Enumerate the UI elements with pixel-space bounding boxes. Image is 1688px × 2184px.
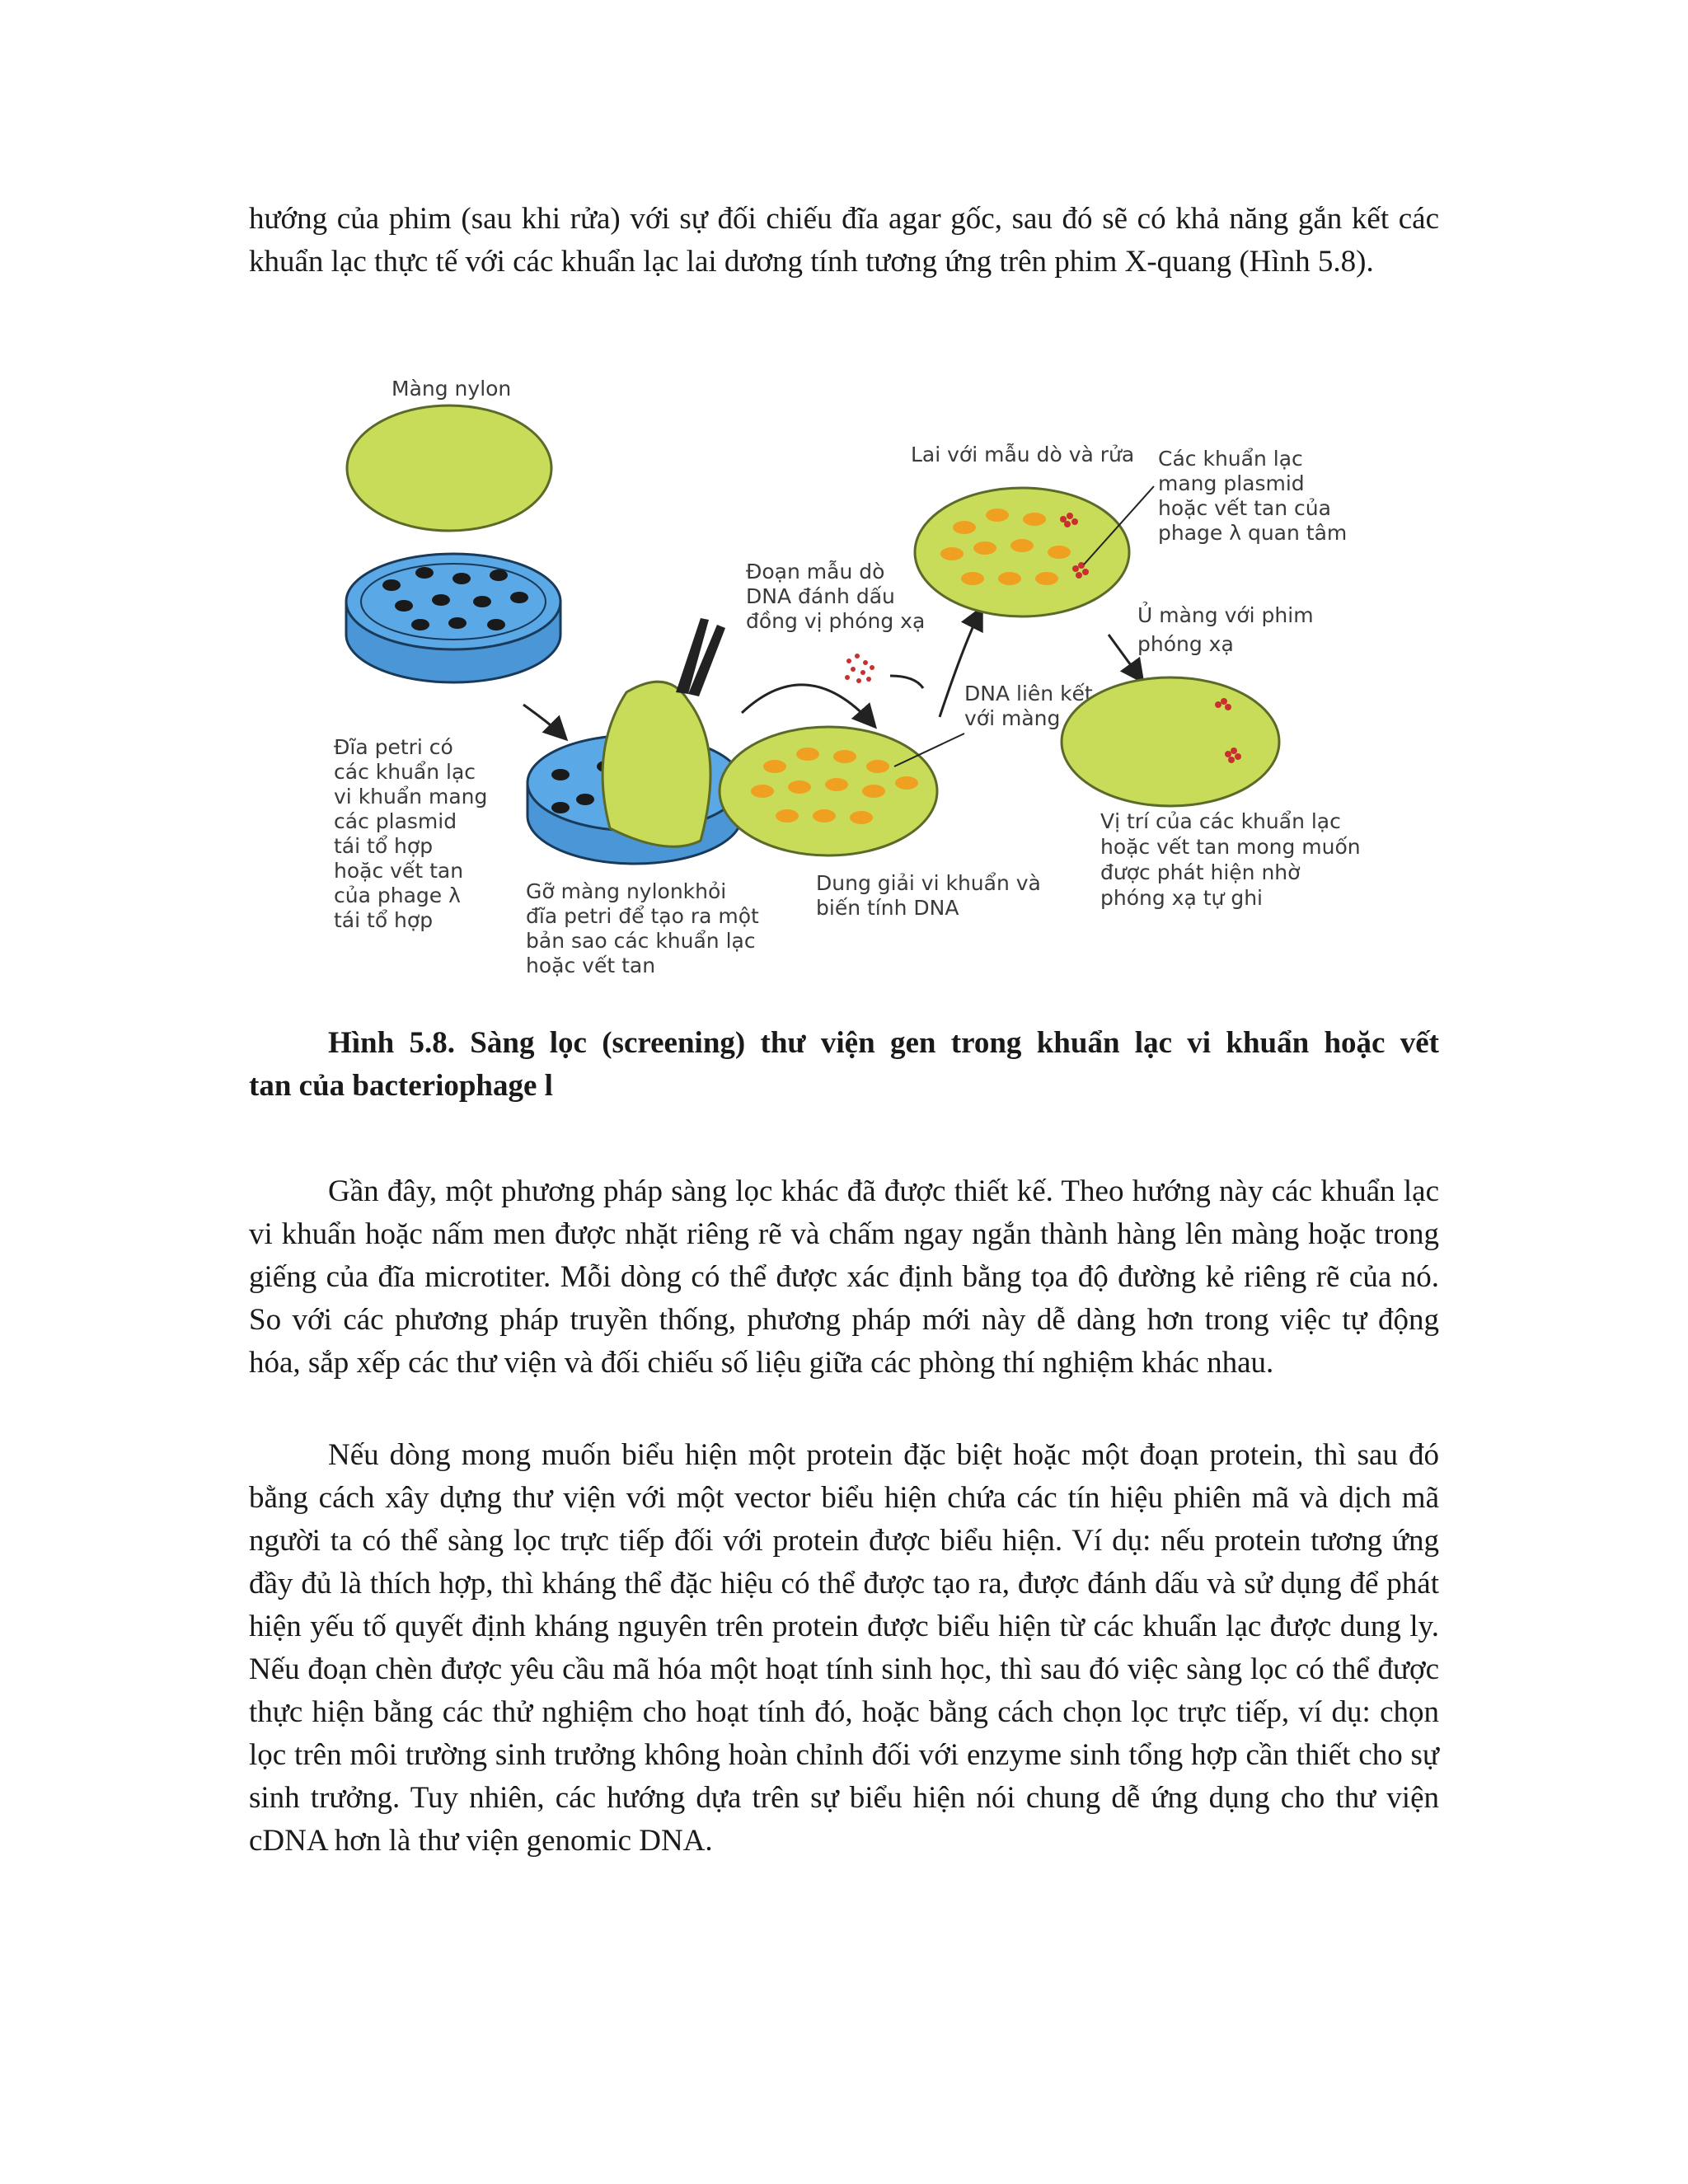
arrow-to-lift [523,705,565,738]
label-petri-dish: Đĩa petri có các khuẩn lạc vi khuẩn mang các plasmid tái tổ hợp hoặc vết tan của phage λ tái tổ hợp [334,735,488,932]
arrow-to-lysis [742,685,874,725]
paragraph-1: Gần đây, một phương pháp sàng lọc khác đã được thiết kế. Theo hướng này các khuẩn lạc vi khuẩn hoặc nấm men được nhặt riêng rẽ và chấm ngay ngắn thành hàng lên màng hoặc trong giếng của đĩa microtiter. Mỗi dòng có thể được xác định bằng tọa độ đường kẻ riêng rẽ của nó. So với các phương pháp truyền thống, phương pháp mới này dễ dàng hơn trong việc tự động hóa, sắp xếp các thư viện và đối chiếu số liệu giữa các phòng thí nghiệm khác nhau. [249,1174,1439,1380]
figure-caption [249,1022,1439,1108]
figure-colony-screening [313,363,1385,1005]
figure-diagram [313,363,1385,1005]
label-lift-membrane: Gỡ màng nylonkhỏi đĩa petri để tạo ra một bản sao các khuẩn lạc hoặc vết tan [526,879,759,977]
label-film-incubation: Ủ màng với phim phóng xạ [1137,603,1314,656]
paragraph-2: Nếu dòng mong muốn biểu hiện một protein đặc biệt hoặc một đoạn protein, thì sau đó bằng cách xây dựng thư viện với một vector biểu hiện chứa các tín hiệu phiên mã và dịch mã người ta có thể sàng lọc trực tiếp đối với protein được biểu hiện. Ví dụ: nếu protein tương ứng đầy đủ là thích hợp, thì kháng thể đặc hiệu có thể được tạo ra, được đánh dấu và sử dụng để phát hiện yếu tố quyết định kháng nguyên trên protein được biểu hiện từ các khuẩn lạc được dung ly. Nếu đoạn chèn được yêu cầu mã hóa một hoạt tính sinh học, thì sau đó việc sàng lọc có thể được thực hiện bằng các thử nghiệm cho hoạt tính đó, hoặc bằng cách chọn lọc trực tiếp, ví dụ: chọn lọc trên môi trường sinh trưởng không hoàn chỉnh đối với enzyme sinh tổng hợp cần thiết cho sự sinh trưởng. Tuy nhiên, các hướng dựa trên sự biểu hiện nói chung dễ ứng dụng cho thư viện cDNA hơn là thư viện genomic DNA. [249,1438,1439,1858]
label-hybridize: Lai với mẫu dò và rửa [911,443,1135,466]
membrane-being-lifted [603,682,710,846]
radioactive-probe-dots [845,654,874,683]
label-nylon-membrane: Màng nylon [392,377,512,401]
petri-dish-1 [346,554,560,682]
label-target-colonies: Các khuẩn lạc mang plasmid hoặc vết tan của phage λ quan tâm [1158,447,1348,545]
arrow-to-film [1109,635,1142,680]
caption-line-2: tan của bacteriophage l [249,1069,553,1103]
intro-paragraph: hướng của phim (sau khi rửa) với sự đối chiếu đĩa agar gốc, sau đó sẽ có khả năng gắn kết các khuẩn lạc thực tế với các khuẩn lạc lai dương tính tương ứng trên phim X-quang (Hình 5.8). [249,202,1439,279]
nylon-membrane [347,405,551,531]
caption-line-1: Hình 5.8. Sàng lọc (screening) thư viện gen trong khuẩn lạc vi khuẩn hoặc vết [328,1026,1439,1060]
forceps-icon [676,618,725,696]
label-lysis: Dung giải vi khuẩn và biến tính DNA [816,871,1041,920]
autoradiograph [1062,677,1279,806]
label-dna-bound: DNA liên kết với màng [964,682,1093,730]
arrow-probe [890,676,923,688]
label-result: Vị trí của các khuẩn lạc hoặc vết tan mong muốn được phát hiện nhờ phóng xạ tự ghi [1100,809,1361,910]
label-probe: Đoạn mẫu dò DNA đánh dấu đồng vị phóng xạ [746,560,926,633]
